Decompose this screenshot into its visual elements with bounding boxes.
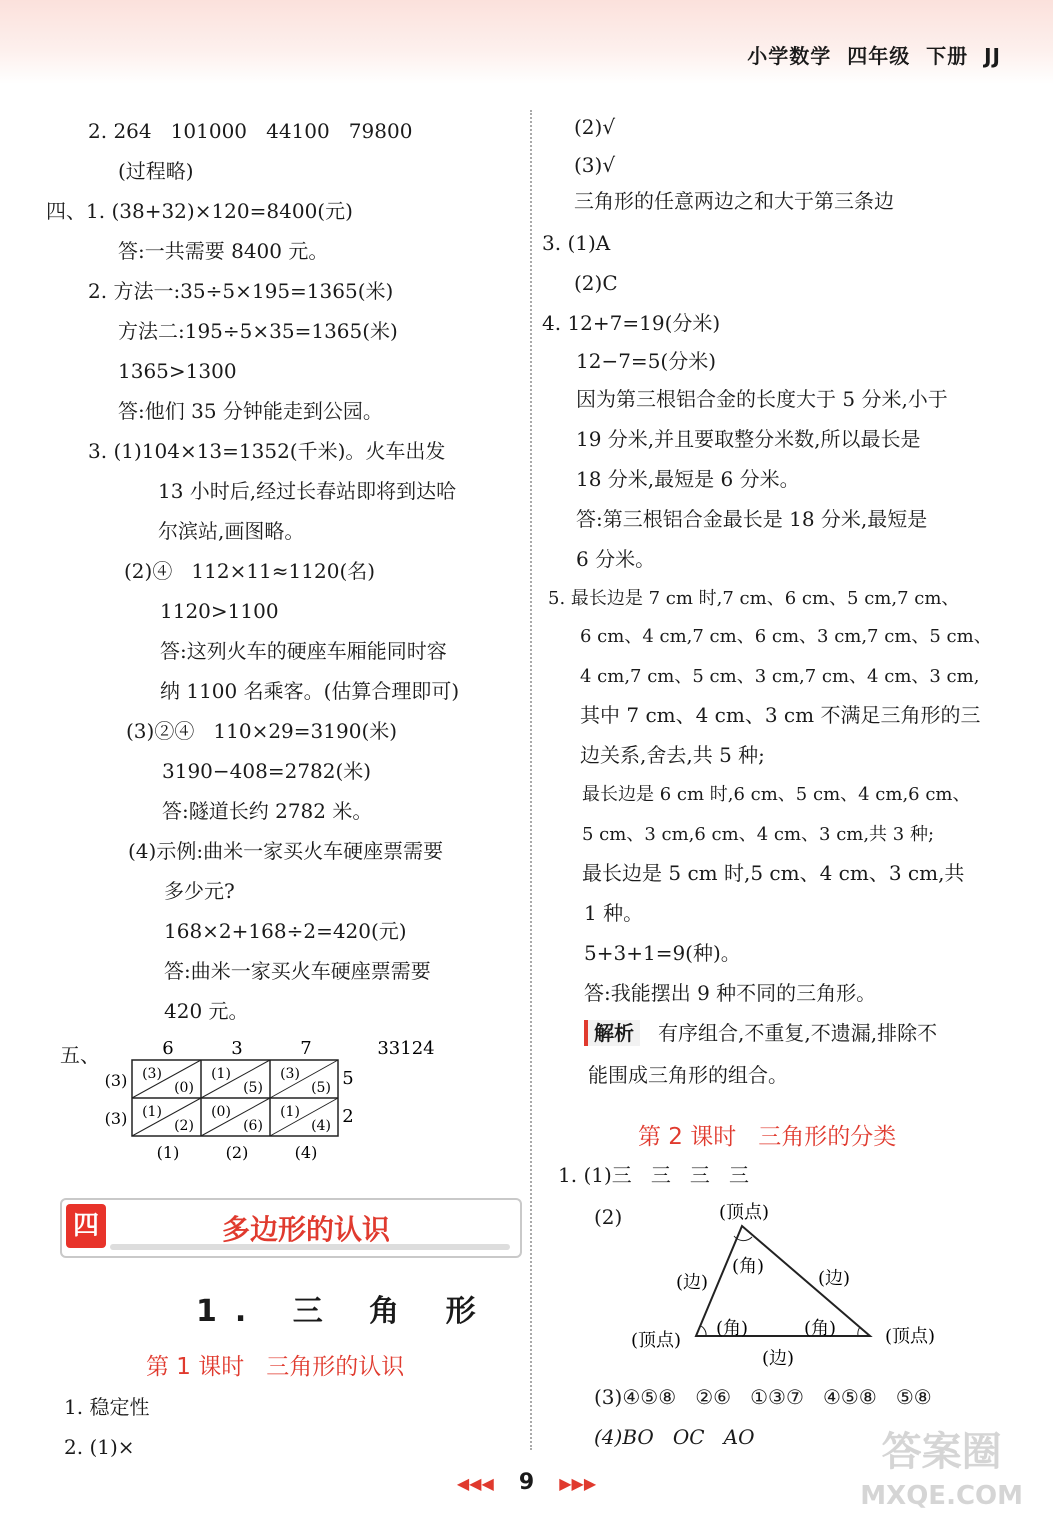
answer-line: 12−7=5(分米) bbox=[576, 349, 717, 373]
answer-line: (2)√ bbox=[574, 115, 616, 139]
answer-line: 1. 稳定性 bbox=[64, 1395, 150, 1419]
lattice-cell: (3) bbox=[280, 1066, 300, 1082]
answer-line: 3190−408=2782(米) bbox=[162, 759, 372, 783]
analysis-line bbox=[584, 1020, 937, 1046]
answer-line: (3)√ bbox=[574, 153, 616, 177]
lattice-top-digit: 7 bbox=[300, 1038, 312, 1059]
lattice-top-digit: 3 bbox=[231, 1038, 243, 1059]
lattice-cell: (1) bbox=[280, 1104, 300, 1120]
angle-arc-left bbox=[701, 1326, 706, 1336]
label-vertex-right: (顶点) bbox=[884, 1326, 936, 1347]
answer-line: 6 cm、4 cm,7 cm、6 cm、3 cm,7 cm、5 cm、 bbox=[580, 626, 992, 647]
answer-line: 1365>1300 bbox=[118, 359, 237, 383]
answer-line: (2)C bbox=[574, 271, 618, 295]
answer-line: 5 cm、3 cm,6 cm、4 cm、3 cm,共 3 种; bbox=[582, 824, 935, 845]
answer-line: 边关系,舍去,共 5 种; bbox=[580, 743, 765, 767]
answer-line: 1120>1100 bbox=[160, 599, 279, 623]
chapter-title: 多边形的认识 bbox=[222, 1213, 391, 1246]
prev-arrows-icon: ◀◀◀ bbox=[456, 1474, 494, 1493]
lattice-result: 33124 bbox=[377, 1038, 435, 1059]
analysis-tag: 解析 bbox=[584, 1020, 640, 1046]
answer-line: 尔滨站,画图略。 bbox=[158, 519, 305, 543]
lattice-right-digit: 2 bbox=[342, 1106, 354, 1127]
answer-line: 答:一共需要 8400 元。 bbox=[118, 239, 329, 263]
answer-line: 2. 方法一:35÷5×195=1365(米) bbox=[88, 279, 394, 303]
header-edition: JJ bbox=[984, 44, 1001, 68]
lattice-right-digit: 5 bbox=[342, 1068, 354, 1089]
answer-line: 答:第三根铝合金最长是 18 分米,最短是 bbox=[576, 507, 928, 531]
lattice-cell: (5) bbox=[311, 1080, 331, 1096]
answer-line: 4 cm,7 cm、5 cm、3 cm,7 cm、4 cm、3 cm, bbox=[580, 666, 980, 687]
label-side-left: (边) bbox=[675, 1272, 709, 1293]
answer-line: 1. (1)三 三 三 三 bbox=[558, 1163, 749, 1187]
answer-line: 最长边是 5 cm 时,5 cm、4 cm、3 cm,共 bbox=[582, 861, 965, 885]
answer-line: 5. 最长边是 7 cm 时,7 cm、6 cm、5 cm,7 cm、 bbox=[548, 588, 960, 609]
answer-line: 1 种。 bbox=[584, 901, 644, 925]
label-angle-right: (角) bbox=[803, 1318, 837, 1339]
answer-line: 19 分米,并且要取整分米数,所以最长是 bbox=[576, 427, 921, 451]
section-five-label: 五、 bbox=[60, 1043, 100, 1067]
header-volume: 下册 bbox=[926, 44, 969, 68]
answer-line: 答:隧道长约 2782 米。 bbox=[162, 799, 373, 823]
answer-line: 420 元。 bbox=[164, 999, 249, 1023]
watermark-sub: MXQE.COM bbox=[860, 1481, 1023, 1511]
label-side-bottom: (边) bbox=[761, 1348, 795, 1369]
lesson-title: 第 1 课时 三角形的认识 bbox=[146, 1354, 405, 1380]
answer-line: 2. 264 101000 44100 79800 bbox=[88, 119, 413, 143]
answer-line: 方法二:195÷5×35=1365(米) bbox=[118, 319, 398, 343]
lattice-cell: (2) bbox=[174, 1118, 194, 1134]
answer-line: 多少元? bbox=[164, 879, 235, 903]
answer-line: (过程略) bbox=[118, 159, 194, 183]
answer-line: (3)②④ 110×29=3190(米) bbox=[126, 719, 398, 743]
lattice-bottom-digit: (1) bbox=[156, 1143, 180, 1162]
triangle-diagram bbox=[620, 1196, 960, 1376]
label-vertex-top: (顶点) bbox=[718, 1202, 770, 1223]
lattice-bottom-digit: (4) bbox=[294, 1143, 318, 1162]
lattice-cell: (4) bbox=[311, 1118, 331, 1134]
answer-line: 答:我能摆出 9 种不同的三角形。 bbox=[584, 981, 877, 1005]
answer-line: (2) bbox=[594, 1205, 623, 1229]
section-title: 1. 三 角 形 bbox=[196, 1294, 494, 1329]
answer-line: 3. (1)A bbox=[542, 231, 611, 255]
lattice-cell: (0) bbox=[174, 1080, 194, 1096]
lattice-cell: (1) bbox=[142, 1104, 162, 1120]
page-number: 9 bbox=[518, 1470, 535, 1495]
watermark-main: 答案圈 bbox=[881, 1429, 1002, 1475]
answer-line: 答:曲米一家买火车硬座票需要 bbox=[164, 959, 431, 983]
answer-line: 13 小时后,经过长春站即将到达哈 bbox=[158, 479, 457, 503]
answer-line: 2. (1)× bbox=[64, 1435, 135, 1459]
header-subject: 小学数学 bbox=[747, 44, 832, 68]
column-divider bbox=[530, 110, 532, 1450]
answer-line: 答:他们 35 分钟能走到公园。 bbox=[118, 399, 383, 423]
lattice-cell: (0) bbox=[211, 1104, 231, 1120]
answer-line: (3)④⑤⑧ ②⑥ ①③⑦ ④⑤⑧ ⑤⑧ bbox=[594, 1385, 932, 1409]
lesson-title: 第 2 课时 三角形的分类 bbox=[638, 1124, 897, 1150]
answer-line: 5+3+1=9(种)。 bbox=[584, 941, 741, 965]
label-angle-left: (角) bbox=[715, 1318, 749, 1339]
lattice-cell: (5) bbox=[243, 1080, 263, 1096]
lattice-left-digit: (3) bbox=[104, 1109, 128, 1128]
lattice-grid bbox=[96, 1028, 435, 1168]
lattice-bottom-digit: (2) bbox=[225, 1143, 249, 1162]
lattice-cell: (1) bbox=[211, 1066, 231, 1082]
label-side-right: (边) bbox=[817, 1268, 851, 1289]
watermark bbox=[860, 1430, 1023, 1518]
lattice-left-digit: (3) bbox=[104, 1071, 128, 1090]
header-grade: 四年级 bbox=[847, 44, 911, 68]
lattice-top-digit: 6 bbox=[162, 1038, 174, 1059]
answer-line: 18 分米,最短是 6 分米。 bbox=[576, 467, 800, 491]
answer-line: 三角形的任意两边之和大于第三条边 bbox=[574, 189, 894, 213]
answer-line: 其中 7 cm、4 cm、3 cm 不满足三角形的三 bbox=[580, 703, 981, 727]
answer-line: 因为第三根铝合金的长度大于 5 分米,小于 bbox=[576, 387, 948, 411]
header-info bbox=[747, 40, 1001, 69]
answer-line: 最长边是 6 cm 时,6 cm、5 cm、4 cm,6 cm、 bbox=[582, 784, 971, 805]
answer-line: 3. (1)104×13=1352(千米)。火车出发 bbox=[88, 439, 446, 463]
analysis-line: 能围成三角形的组合。 bbox=[588, 1063, 788, 1087]
answer-line: 四、1. (38+32)×120=8400(元) bbox=[46, 199, 353, 223]
analysis-text: 有序组合,不重复,不遗漏,排除不 bbox=[658, 1021, 938, 1045]
answer-line: 6 分米。 bbox=[576, 547, 656, 571]
lattice-cell: (6) bbox=[243, 1118, 263, 1134]
answer-line: (4)BO OC AO bbox=[594, 1425, 755, 1449]
answer-line: (4)示例:曲米一家买火车硬座票需要 bbox=[128, 839, 444, 863]
answer-line: 答:这列火车的硬座车厢能同时容 bbox=[160, 639, 447, 663]
answer-line: 168×2+168÷2=420(元) bbox=[164, 919, 407, 943]
answer-line: (2)④ 112×11≈1120(名) bbox=[124, 559, 376, 583]
label-angle-top: (角) bbox=[731, 1256, 765, 1277]
next-arrows-icon: ▶▶▶ bbox=[559, 1474, 597, 1493]
chapter-banner bbox=[60, 1198, 522, 1258]
angle-arc-right bbox=[858, 1327, 860, 1336]
answer-line: 4. 12+7=19(分米) bbox=[542, 311, 721, 335]
label-vertex-left: (顶点) bbox=[630, 1330, 682, 1351]
lattice-cell: (3) bbox=[142, 1066, 162, 1082]
chapter-badge: 四 bbox=[66, 1204, 106, 1248]
answer-line: 纳 1100 名乘客。(估算合理即可) bbox=[160, 679, 460, 703]
